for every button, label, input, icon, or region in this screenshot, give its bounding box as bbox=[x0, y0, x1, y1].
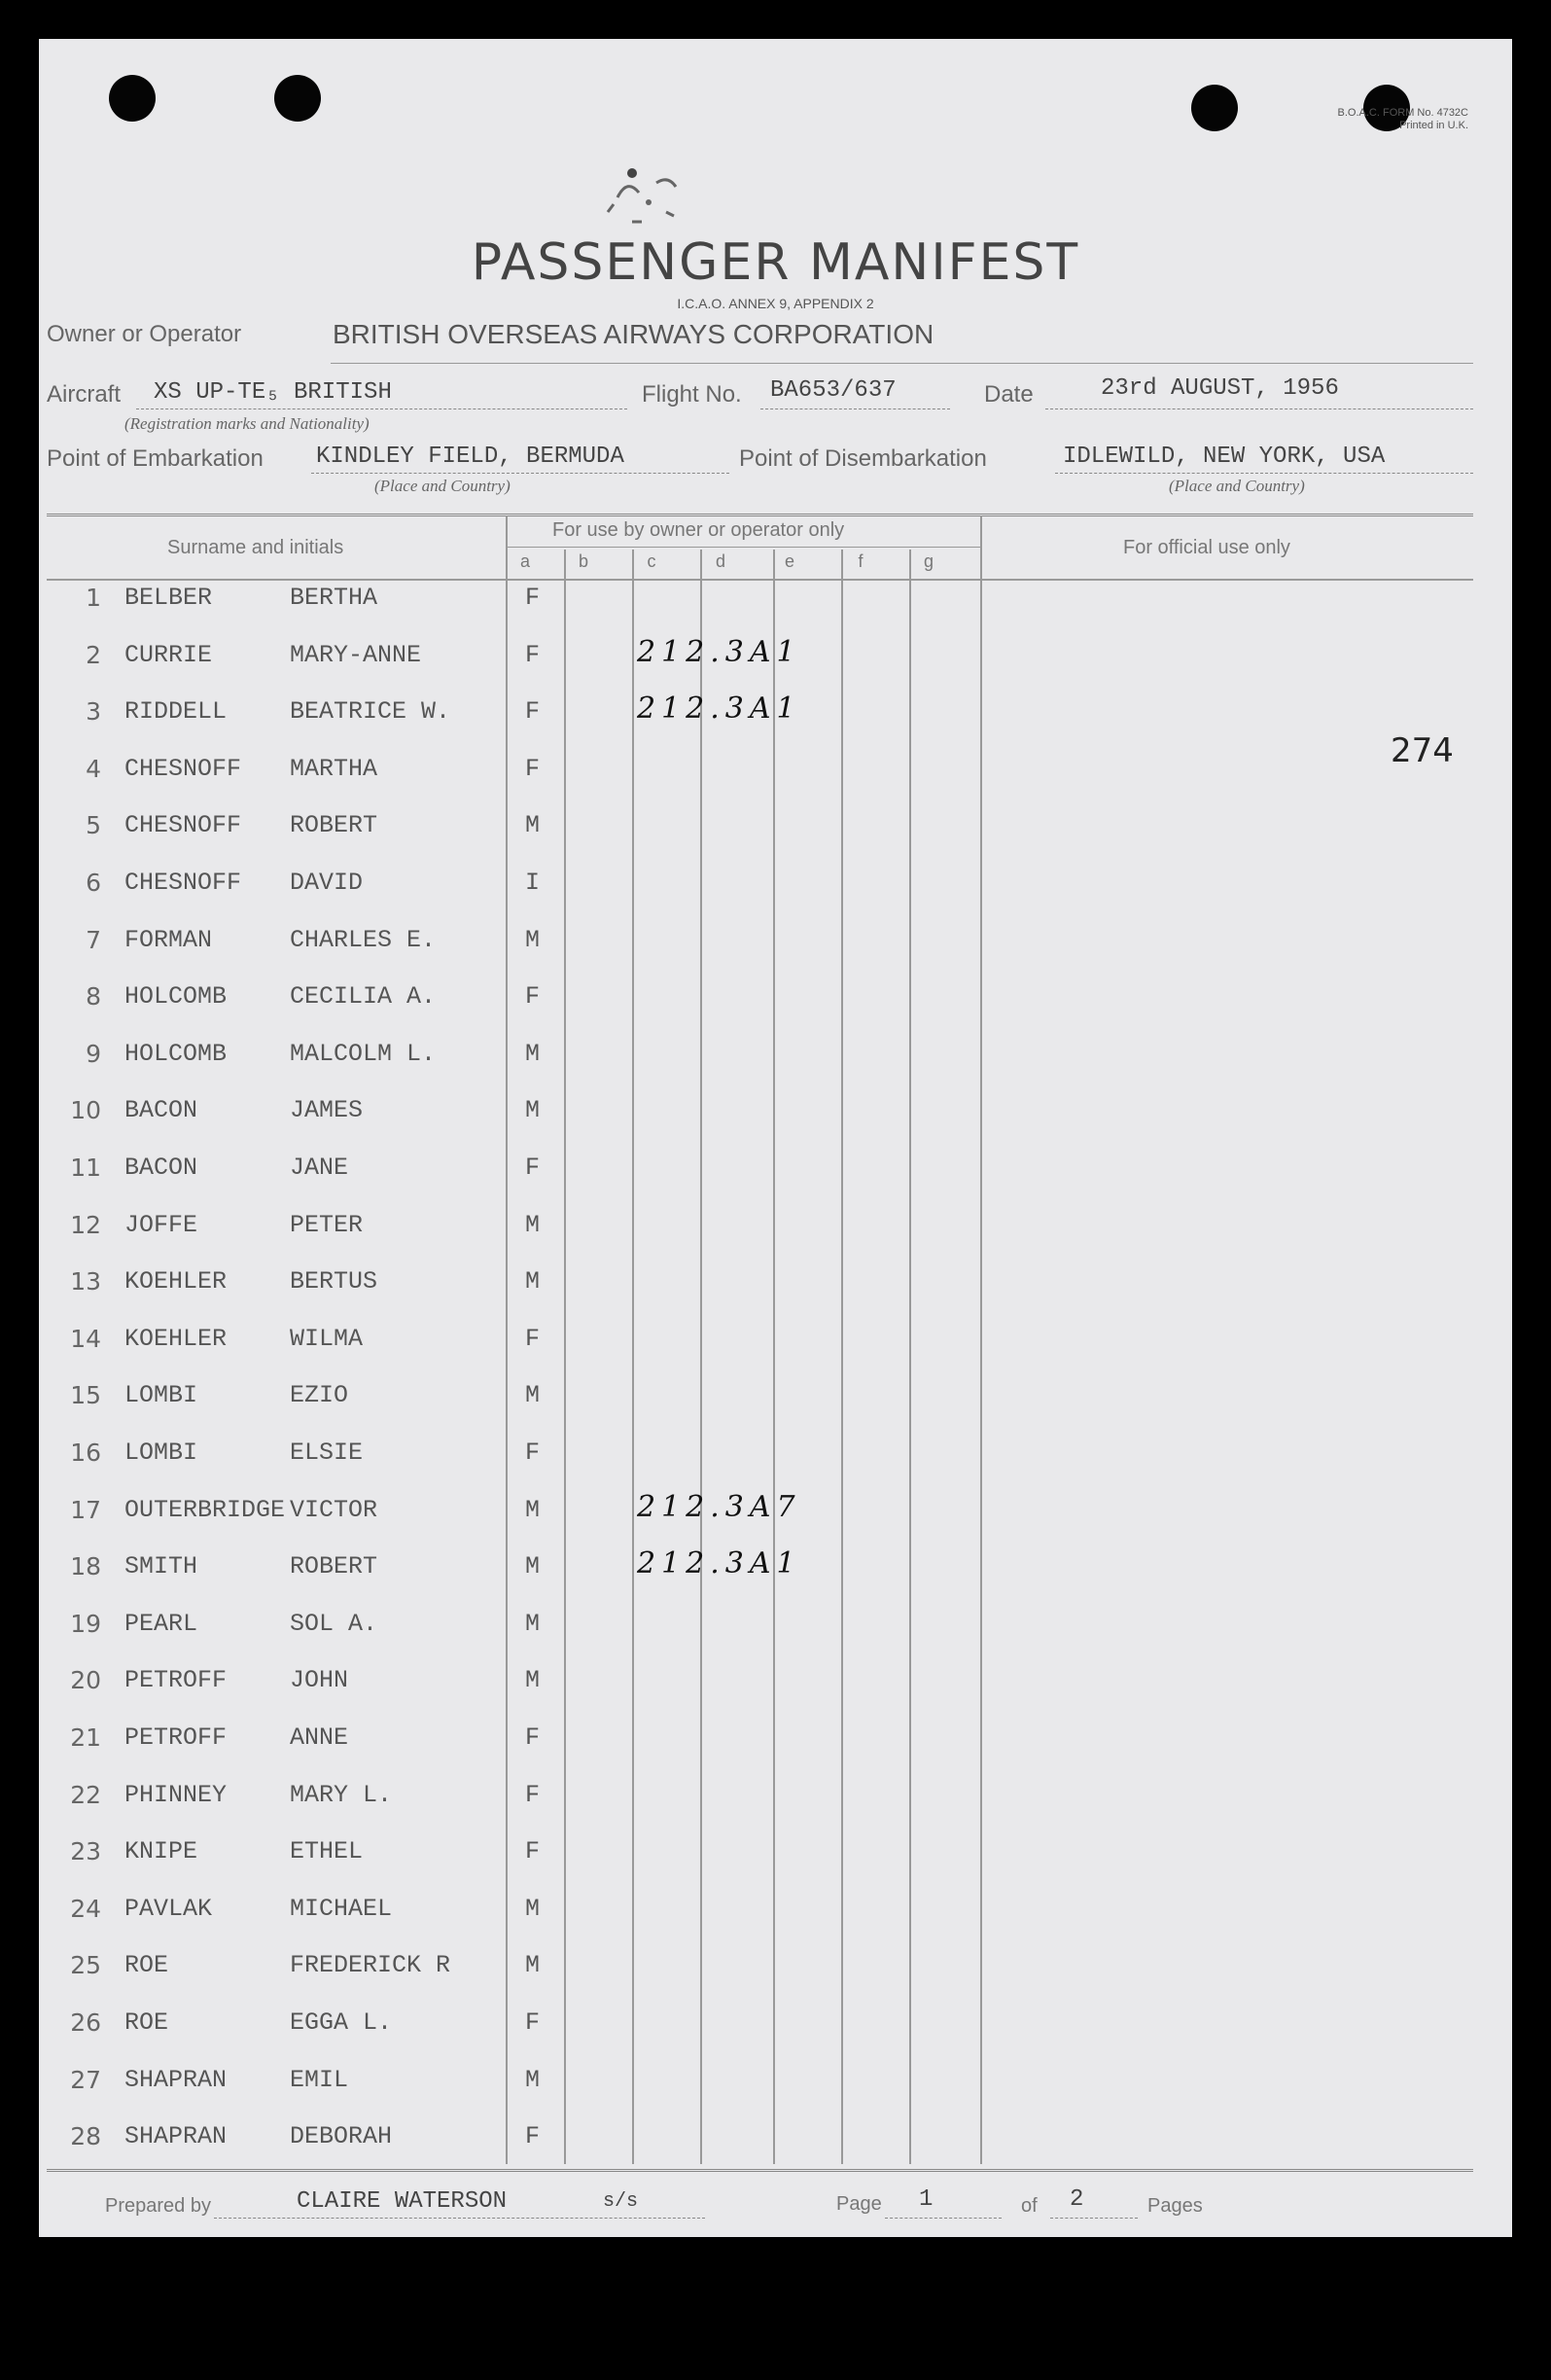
row-passenger-code: M bbox=[525, 925, 541, 954]
row-surname: BACON bbox=[124, 1154, 198, 1182]
table-row bbox=[39, 584, 1512, 640]
row-number: 11 bbox=[70, 1154, 101, 1182]
row-passenger-code: M bbox=[525, 1210, 541, 1239]
row-number: 6 bbox=[86, 869, 101, 897]
row-given-name: EGGA L. bbox=[290, 2008, 393, 2037]
row-given-name: MALCOLM L. bbox=[290, 1039, 437, 1068]
operator-header-rule bbox=[506, 547, 982, 548]
row-given-name: BERTHA bbox=[290, 584, 378, 612]
row-number: 28 bbox=[70, 2122, 101, 2151]
row-surname: PEARL bbox=[124, 1609, 198, 1638]
row-surname: LOMBI bbox=[124, 1381, 198, 1410]
sub-column-b: b bbox=[578, 551, 588, 571]
row-number: 24 bbox=[70, 1894, 101, 1923]
sub-column-d: d bbox=[715, 551, 725, 571]
row-given-name: BEATRICE W. bbox=[290, 697, 451, 727]
row-number: 3 bbox=[86, 697, 101, 727]
row-surname: RIDDELL bbox=[124, 697, 228, 727]
date-value: 23rd AUGUST, 1956 bbox=[1101, 375, 1339, 402]
row-surname: KOEHLER bbox=[124, 1324, 228, 1353]
row-passenger-code: M bbox=[525, 1267, 541, 1297]
row-surname: FORMAN bbox=[124, 925, 213, 954]
row-passenger-code: F bbox=[525, 1324, 541, 1353]
crest-stamp bbox=[579, 144, 715, 241]
row-surname: BACON bbox=[124, 1096, 198, 1125]
table-row bbox=[39, 1951, 1512, 2007]
row-surname: CHESNOFF bbox=[124, 811, 242, 840]
embarkation-underline bbox=[311, 473, 729, 474]
disembarkation-underline bbox=[1055, 473, 1473, 474]
embarkation-label: Point of Embarkation bbox=[47, 445, 264, 472]
table-top-rule bbox=[47, 514, 1473, 516]
row-number: 9 bbox=[86, 1039, 101, 1068]
row-passenger-code: F bbox=[525, 754, 541, 783]
row-number: 26 bbox=[70, 2008, 101, 2037]
page-total-underline bbox=[1050, 2218, 1138, 2219]
row-passenger-code: M bbox=[525, 1096, 541, 1125]
row-number: 22 bbox=[70, 1780, 101, 1809]
row-number: 20 bbox=[70, 1666, 101, 1695]
row-number: 4 bbox=[86, 754, 101, 783]
of-label: of bbox=[1021, 2195, 1038, 2217]
official-column-header: For official use only bbox=[1123, 537, 1290, 558]
row-surname: HOLCOMB bbox=[124, 1039, 228, 1068]
embarkation-note: (Place and Country) bbox=[374, 477, 511, 495]
flight-label: Flight No. bbox=[642, 381, 742, 408]
row-passenger-code: F bbox=[525, 640, 541, 669]
row-given-name: DEBORAH bbox=[290, 2122, 393, 2151]
form-code-line: B.O.A.C. FORM No. 4732C bbox=[1337, 107, 1468, 119]
sub-column-f: f bbox=[858, 551, 864, 571]
row-number: 19 bbox=[70, 1609, 101, 1638]
row-passenger-code: M bbox=[525, 1552, 541, 1581]
table-row bbox=[39, 1610, 1512, 1666]
row-surname: JOFFE bbox=[124, 1210, 198, 1239]
row-surname: PETROFF bbox=[124, 1666, 228, 1695]
prepared-by-suffix: s/s bbox=[603, 2190, 639, 2213]
aircraft-note: (Registration marks and Nationality) bbox=[124, 414, 370, 433]
row-surname: PHINNEY bbox=[124, 1780, 228, 1809]
row-given-name: CHARLES E. bbox=[290, 925, 437, 954]
table-row bbox=[39, 1267, 1512, 1324]
row-given-name: MARTHA bbox=[290, 754, 378, 783]
form-code-line: Printed in U.K. bbox=[1399, 120, 1468, 131]
sub-column-e: e bbox=[784, 551, 794, 571]
row-number: 2 bbox=[86, 640, 101, 669]
row-given-name: EMIL bbox=[290, 2065, 349, 2094]
table-row bbox=[39, 1154, 1512, 1210]
row-given-name: WILMA bbox=[290, 1324, 364, 1353]
row-surname: PETROFF bbox=[124, 1723, 228, 1752]
row-passenger-code: M bbox=[525, 1894, 541, 1923]
row-number: 15 bbox=[70, 1381, 101, 1410]
table-row bbox=[39, 1666, 1512, 1723]
row-number: 8 bbox=[86, 982, 101, 1012]
row-number: 13 bbox=[70, 1267, 101, 1297]
punch-hole bbox=[109, 75, 156, 122]
row-passenger-code: M bbox=[525, 1381, 541, 1410]
row-given-name: PETER bbox=[290, 1210, 364, 1239]
row-passenger-code: M bbox=[525, 811, 541, 840]
row-passenger-code: F bbox=[525, 2008, 541, 2037]
row-given-name: ANNE bbox=[290, 1723, 349, 1752]
page-number: 1 bbox=[919, 2186, 934, 2213]
name-column-header: Surname and initials bbox=[167, 537, 344, 558]
table-row bbox=[39, 755, 1512, 811]
row-passenger-code: F bbox=[525, 1837, 541, 1866]
table-row bbox=[39, 1723, 1512, 1780]
row-passenger-code: F bbox=[525, 1723, 541, 1752]
row-given-name: FREDERICK R bbox=[290, 1951, 451, 1980]
row-given-name: JAMES bbox=[290, 1096, 364, 1125]
row-passenger-code: M bbox=[525, 1666, 541, 1695]
operator-label: Owner or Operator bbox=[47, 321, 242, 347]
table-bottom-rule bbox=[47, 2169, 1473, 2172]
sub-column-g: g bbox=[923, 551, 934, 571]
aircraft-value: XS UP-TE₅ BRITISH bbox=[154, 379, 392, 406]
row-given-name: BERTUS bbox=[290, 1267, 378, 1297]
row-surname: SHAPRAN bbox=[124, 2065, 228, 2094]
flight-value: BA653/637 bbox=[770, 377, 897, 404]
date-label: Date bbox=[984, 381, 1034, 408]
table-row bbox=[39, 926, 1512, 982]
row-passenger-code: F bbox=[525, 1439, 541, 1467]
row-given-name: MARY L. bbox=[290, 1780, 393, 1809]
table-row bbox=[39, 1439, 1512, 1495]
row-passenger-code: F bbox=[525, 1780, 541, 1809]
sub-column-c: c bbox=[647, 551, 656, 571]
table-row bbox=[39, 1325, 1512, 1381]
table-row bbox=[39, 1381, 1512, 1438]
table-row bbox=[39, 2008, 1512, 2065]
table-row bbox=[39, 2066, 1512, 2122]
row-handwritten-note: 212.3A1 bbox=[637, 634, 801, 669]
row-given-name: CECILIA A. bbox=[290, 982, 437, 1012]
table-row bbox=[39, 1040, 1512, 1096]
disembarkation-value: IDLEWILD, NEW YORK, USA bbox=[1063, 444, 1386, 470]
row-surname: LOMBI bbox=[124, 1439, 198, 1467]
margin-note: 274 bbox=[1391, 731, 1454, 770]
page-underline bbox=[885, 2218, 1002, 2219]
row-given-name: SOL A. bbox=[290, 1609, 378, 1638]
row-surname: OUTERBRIDGE bbox=[124, 1495, 286, 1524]
prepared-by-label: Prepared by bbox=[105, 2195, 211, 2217]
row-number: 25 bbox=[70, 1951, 101, 1980]
row-number: 7 bbox=[86, 925, 101, 954]
row-number: 10 bbox=[70, 1096, 101, 1125]
row-surname: ROE bbox=[124, 1951, 169, 1980]
row-given-name: MARY-ANNE bbox=[290, 640, 422, 669]
row-number: 17 bbox=[70, 1495, 101, 1524]
row-surname: CHESNOFF bbox=[124, 869, 242, 897]
table-row bbox=[39, 1895, 1512, 1951]
row-number: 14 bbox=[70, 1324, 101, 1353]
page-subtitle: I.C.A.O. ANNEX 9, APPENDIX 2 bbox=[677, 296, 874, 311]
row-passenger-code: F bbox=[525, 1154, 541, 1182]
table-row bbox=[39, 1546, 1512, 1609]
row-passenger-code: M bbox=[525, 1495, 541, 1524]
table-row bbox=[39, 869, 1512, 925]
row-surname: CURRIE bbox=[124, 640, 213, 669]
form-code bbox=[1259, 107, 1468, 132]
table-row bbox=[39, 1211, 1512, 1267]
page-label: Page bbox=[836, 2193, 882, 2215]
row-surname: KOEHLER bbox=[124, 1267, 228, 1297]
row-passenger-code: M bbox=[525, 1951, 541, 1980]
table-row bbox=[39, 692, 1512, 754]
table-row bbox=[39, 1781, 1512, 1837]
row-given-name: DAVID bbox=[290, 869, 364, 897]
table-row bbox=[39, 1489, 1512, 1552]
table-row bbox=[39, 982, 1512, 1039]
row-given-name: ROBERT bbox=[290, 1552, 378, 1581]
table-row bbox=[39, 1837, 1512, 1894]
row-passenger-code: F bbox=[525, 584, 541, 612]
row-passenger-code: F bbox=[525, 982, 541, 1012]
row-handwritten-note: 212.3A1 bbox=[637, 1546, 801, 1581]
disembarkation-label: Point of Disembarkation bbox=[739, 445, 987, 472]
sub-column-a: a bbox=[519, 551, 530, 571]
row-given-name: ETHEL bbox=[290, 1837, 364, 1866]
punch-hole bbox=[1191, 85, 1238, 131]
row-number: 12 bbox=[70, 1210, 101, 1239]
row-number: 16 bbox=[70, 1439, 101, 1467]
row-number: 1 bbox=[86, 584, 101, 612]
row-surname: BELBER bbox=[124, 584, 213, 612]
row-surname: SMITH bbox=[124, 1552, 198, 1581]
operator-rule bbox=[331, 363, 1473, 364]
table-row bbox=[39, 811, 1512, 868]
row-number: 21 bbox=[70, 1723, 101, 1752]
row-surname: ROE bbox=[124, 2008, 169, 2037]
prepared-by-value: CLAIRE WATERSON bbox=[297, 2188, 508, 2215]
table-row bbox=[39, 1096, 1512, 1153]
row-given-name: MICHAEL bbox=[290, 1894, 393, 1923]
row-given-name: EZIO bbox=[290, 1381, 349, 1410]
row-surname: CHESNOFF bbox=[124, 754, 242, 783]
row-passenger-code: F bbox=[525, 697, 541, 727]
row-passenger-code: I bbox=[525, 869, 541, 897]
row-given-name: JANE bbox=[290, 1154, 349, 1182]
row-given-name: ROBERT bbox=[290, 811, 378, 840]
manifest-sheet bbox=[39, 39, 1512, 2237]
operator-column-header: For use by owner or operator only bbox=[552, 519, 845, 541]
row-handwritten-note: 212.3A1 bbox=[637, 692, 801, 727]
row-surname: KNIPE bbox=[124, 1837, 198, 1866]
row-passenger-code: M bbox=[525, 2065, 541, 2094]
embarkation-value: KINDLEY FIELD, BERMUDA bbox=[316, 444, 624, 470]
table-header-rule bbox=[47, 579, 1473, 581]
row-number: 5 bbox=[86, 811, 101, 840]
row-passenger-code: F bbox=[525, 2122, 541, 2151]
row-handwritten-note: 212.3A7 bbox=[637, 1489, 801, 1524]
pages-label: Pages bbox=[1147, 2195, 1203, 2217]
aircraft-label: Aircraft bbox=[47, 381, 122, 408]
row-surname: HOLCOMB bbox=[124, 982, 228, 1012]
table-row bbox=[39, 634, 1512, 697]
row-given-name: JOHN bbox=[290, 1666, 349, 1695]
page-title: PASSENGER MANIFEST bbox=[471, 233, 1080, 292]
row-number: 18 bbox=[70, 1552, 101, 1581]
prepared-by-underline bbox=[214, 2218, 705, 2219]
punch-hole bbox=[274, 75, 321, 122]
row-given-name: ELSIE bbox=[290, 1439, 364, 1467]
row-given-name: VICTOR bbox=[290, 1495, 378, 1524]
operator-value: BRITISH OVERSEAS AIRWAYS CORPORATION bbox=[333, 319, 934, 349]
row-number: 23 bbox=[70, 1837, 101, 1866]
row-surname: PAVLAK bbox=[124, 1894, 213, 1923]
page-total: 2 bbox=[1070, 2186, 1084, 2213]
row-passenger-code: M bbox=[525, 1609, 541, 1638]
disembarkation-note: (Place and Country) bbox=[1169, 477, 1305, 495]
row-passenger-code: M bbox=[525, 1039, 541, 1068]
row-number: 27 bbox=[70, 2065, 101, 2094]
row-surname: SHAPRAN bbox=[124, 2122, 228, 2151]
